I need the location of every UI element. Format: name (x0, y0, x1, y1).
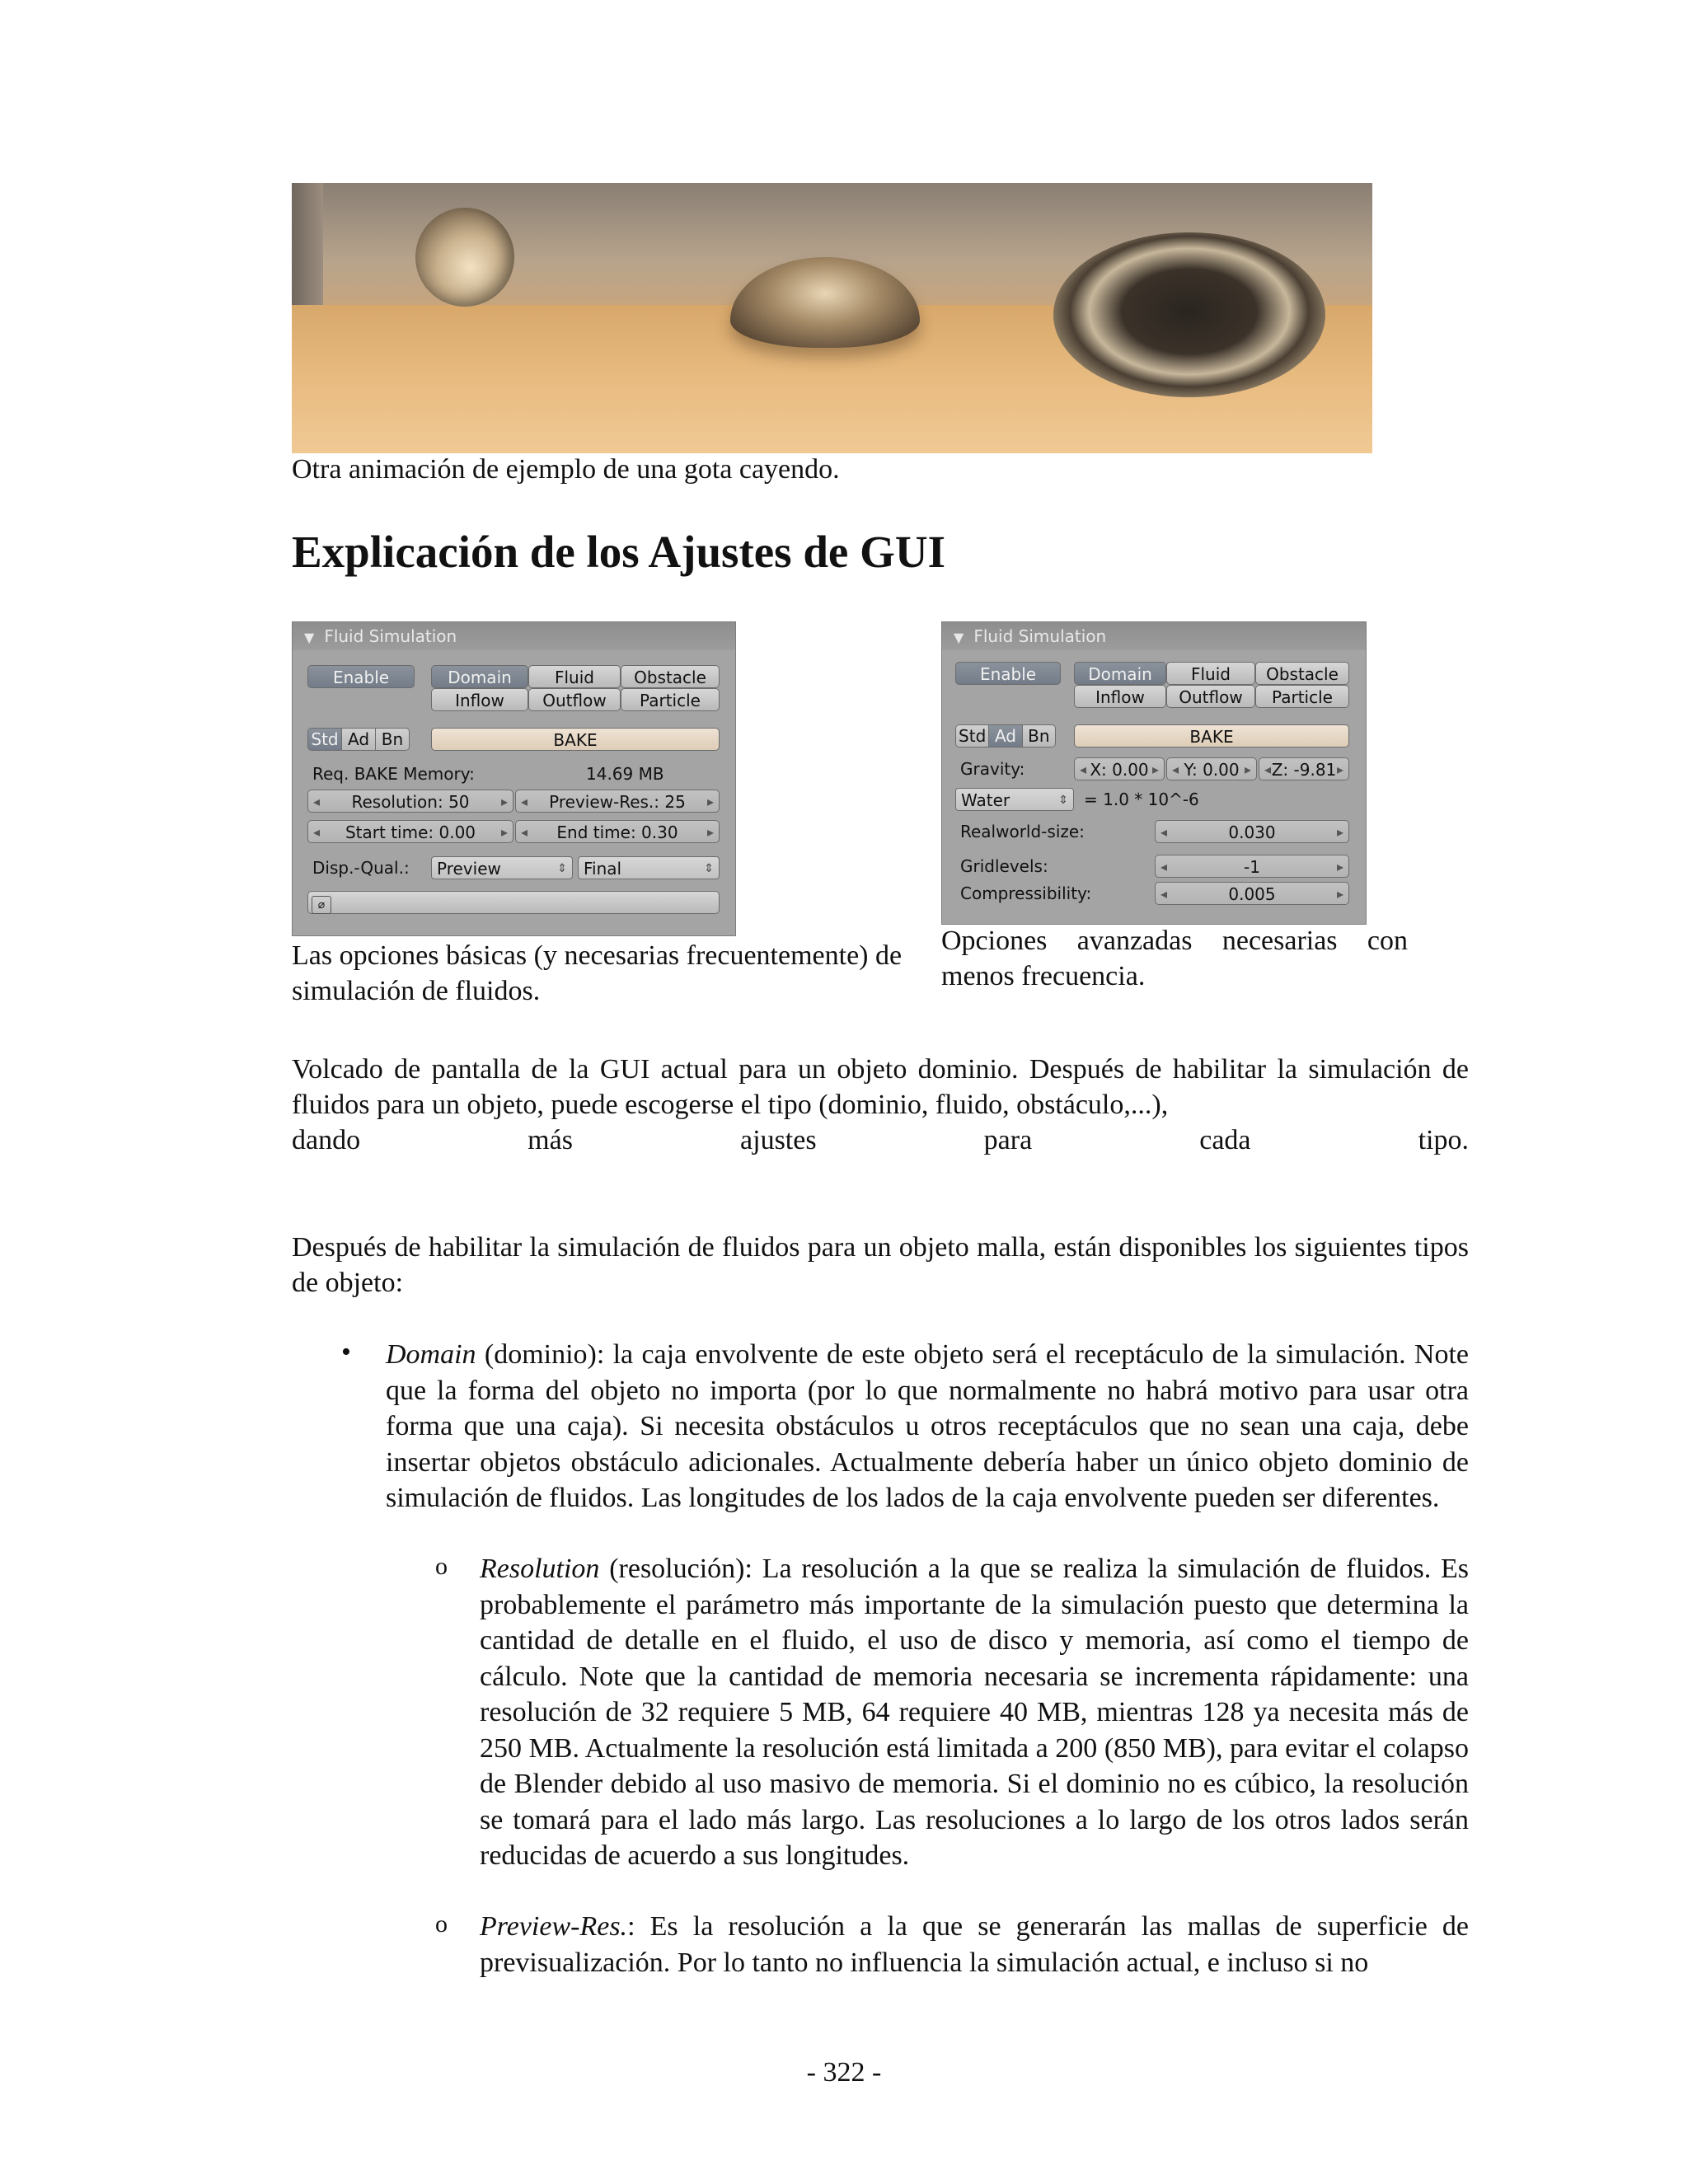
type-fluid-button[interactable]: Fluid (528, 665, 621, 688)
viscosity-value: = 1.0 * 10^-6 (1084, 790, 1199, 809)
gravity-label: Gravity: (960, 759, 1025, 779)
splash-crown (1053, 232, 1325, 397)
paragraph-gui-screenshot (292, 1052, 1469, 1158)
page-number: - 322 - (806, 2057, 882, 2088)
sub-bullet-marker: o (435, 1553, 448, 1580)
bullet-marker: • (341, 1337, 351, 1367)
disp-preview-menu[interactable] (431, 856, 573, 879)
gridlevels-label: Gridlevels: (960, 856, 1048, 876)
mode-bn[interactable]: Bn (1023, 725, 1055, 747)
disp-qual-label: Disp.-Qual.: (312, 858, 410, 878)
caption-basic-options: Las opciones básicas (y necesarias frecuentemente) de simulación de fluidos. (292, 940, 903, 1006)
start-time-field[interactable]: ◂ Start time: 0.00 ▸ (307, 820, 513, 843)
sub-bullet-marker: o (435, 1910, 448, 1938)
gravity-z-field[interactable]: ◂ Z: -9.81 ▸ (1259, 757, 1349, 780)
resolution-description (480, 1551, 1469, 1874)
type-domain-button[interactable]: Domain (1074, 662, 1166, 685)
preview-res-text: : Es la resolución a la que se generarán las mallas de superficie de previsualización. Por lo tanto no influencia la simulación actual, e incluso si no (480, 1911, 1469, 1978)
collapse-triangle-icon[interactable]: ▼ (954, 630, 964, 645)
type-particle-button[interactable]: Particle (1255, 685, 1349, 708)
preview-res-description (480, 1909, 1469, 1980)
paragraph-object-types: Después de habilitar la simulación de fluidos para un objeto malla, están disponibles los siguientes tipos de objeto: (292, 1232, 1469, 1298)
figure-caption: Otra animación de ejemplo de una gota cayendo. (292, 454, 840, 485)
folder-icon[interactable]: ⌀ (312, 896, 331, 914)
type-particle-button[interactable]: Particle (621, 688, 720, 711)
domain-text: (dominio): la caja envolvente de este objeto será el receptáculo de la simulación. Note que la forma del objeto no importa (por lo que normalmente no habrá motivo para usar otra forma que una caja). Si necesita obstáculos u otros receptáculos que no sean una caja, debe insertar objetos obstáculo adicionales. Actualmente debería haber un único objeto dominio de simulación de fluidos. Las longitudes de los lados de la caja envolvente pueden ser diferentes. (386, 1339, 1469, 1513)
panel-title: Fluid Simulation (324, 626, 457, 646)
bake-button[interactable]: BAKE (1074, 724, 1349, 748)
resolution-field[interactable]: ◂ Resolution: 50 ▸ (307, 790, 513, 813)
animation-frame-1 (292, 183, 652, 453)
resolution-text: (resolución): La resolución a la que se realiza la simulación de fluidos. Es probablemente el parámetro más importante de la simulación puesto que determina la cantidad de detalle en el fluido, el uso de disco y memoria, así como el tiempo de cálculo. Note que la cantidad de memoria necesaria se incrementa rápidamente: una resolución de 32 requiere 5 MB, 64 requiere 40 MB, mientras 128 ya necesita más de 250 MB. Actualmente la resolución está limitada a 200 (850 MB), para evitar el colapso de Blender debido al uso masivo de memoria. Si el dominio no es cúbico, la resolución se tomará para el lado más largo. Las resoluciones a lo largo de los otros lados serán reducidas de acuerdo a sus longitudes. (480, 1554, 1469, 1871)
compressibility-field[interactable]: ◂ 0.005 ▸ (1155, 882, 1349, 905)
mode-std[interactable]: Std (956, 725, 989, 747)
realworld-size-label: Realworld-size: (960, 822, 1085, 841)
type-outflow-button[interactable]: Outflow (1166, 685, 1255, 708)
viscosity-menu[interactable] (955, 788, 1074, 811)
gridlevels-field[interactable]: ◂ -1 ▸ (1155, 855, 1349, 878)
gravity-y-field[interactable]: ◂ Y: 0.00 ▸ (1166, 757, 1257, 780)
end-time-field[interactable]: ◂ End time: 0.30 ▸ (515, 820, 720, 843)
mode-bn[interactable]: Bn (376, 729, 409, 750)
mode-ad[interactable]: Ad (989, 725, 1022, 747)
disp-final-value: Final (584, 859, 622, 879)
type-obstacle-button[interactable]: Obstacle (621, 665, 720, 688)
fluid-sim-panel-advanced (941, 621, 1367, 925)
panel-title: Fluid Simulation (973, 626, 1107, 646)
panel-header[interactable] (942, 622, 1366, 650)
mode-selector[interactable] (307, 728, 410, 751)
section-title: Explicación de los Ajustes de GUI (292, 527, 945, 577)
mode-selector[interactable] (955, 724, 1056, 748)
path-field[interactable] (307, 891, 720, 914)
domain-term: Domain (386, 1339, 476, 1370)
compressibility-label: Compressibility: (960, 883, 1092, 903)
domain-description (386, 1337, 1469, 1516)
drop-animation-image (292, 183, 1372, 453)
preview-res-field[interactable]: ◂ Preview-Res.: 25 ▸ (515, 790, 720, 813)
resolution-term: Resolution (480, 1554, 600, 1584)
animation-frame-2 (652, 183, 1012, 453)
viscosity-preset: Water (961, 790, 1010, 810)
type-obstacle-button[interactable]: Obstacle (1255, 662, 1349, 685)
bake-button[interactable]: BAKE (431, 728, 720, 751)
updown-arrow-icon: ⇕ (1058, 794, 1068, 807)
type-domain-button[interactable]: Domain (431, 665, 528, 688)
mode-std[interactable]: Std (308, 729, 342, 750)
type-inflow-button[interactable]: Inflow (431, 688, 528, 711)
type-fluid-button[interactable]: Fluid (1166, 662, 1255, 685)
req-memory-value: 14.69 MB (586, 764, 664, 784)
type-inflow-button[interactable]: Inflow (1074, 685, 1166, 708)
mode-ad[interactable]: Ad (342, 729, 376, 750)
realworld-size-field[interactable]: ◂ 0.030 ▸ (1155, 820, 1349, 843)
updown-arrow-icon: ⇕ (557, 862, 567, 875)
gravity-x-field[interactable]: ◂ X: 0.00 ▸ (1074, 757, 1165, 780)
falling-drop-sphere (415, 208, 514, 307)
collapse-triangle-icon[interactable]: ▼ (304, 630, 315, 645)
disp-final-menu[interactable] (578, 856, 720, 879)
animation-frame-3 (1012, 183, 1372, 453)
paragraph-gui-screenshot-last: dando más ajustes para cada tipo. (292, 1125, 1469, 1155)
paragraph-gui-screenshot-main: Volcado de pantalla de la GUI actual para un objeto dominio. Después de habilitar la simulación de fluidos para un objeto, puede escogerse el tipo (dominio, fluido, obstáculo,...), (292, 1054, 1469, 1120)
req-memory-label: Req. BAKE Memory: (312, 764, 475, 784)
panel-header[interactable] (293, 622, 735, 650)
fluid-sim-panel-basic (292, 621, 736, 936)
caption-advanced-options: Opciones avanzadas necesarias con menos frecuencia. (941, 926, 1408, 991)
enable-button[interactable]: Enable (307, 665, 415, 688)
enable-button[interactable]: Enable (955, 662, 1061, 685)
type-outflow-button[interactable]: Outflow (528, 688, 621, 711)
preview-res-term: Preview-Res. (480, 1911, 628, 1942)
disp-preview-value: Preview (437, 859, 501, 879)
updown-arrow-icon: ⇕ (704, 862, 714, 875)
